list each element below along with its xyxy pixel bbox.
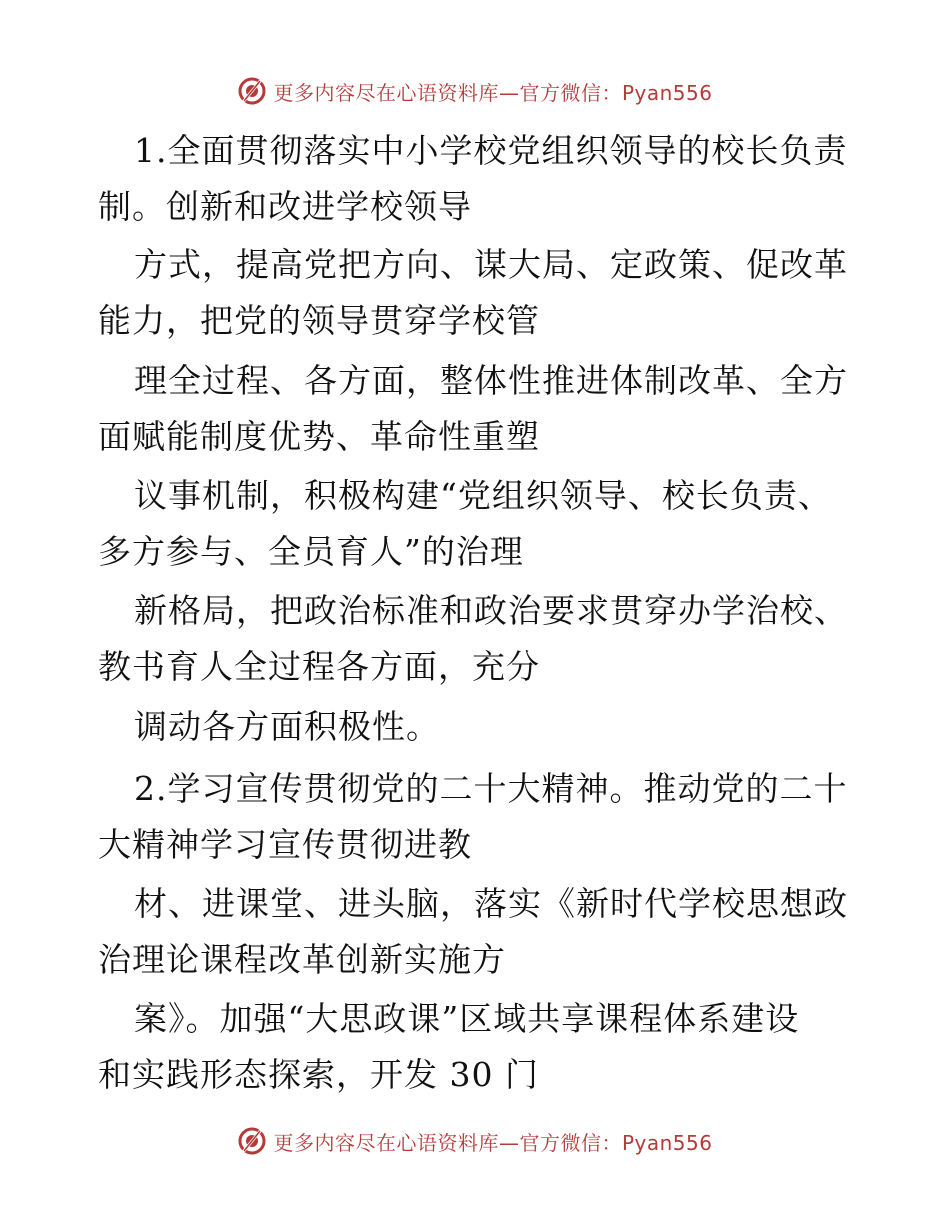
text-line: 能力，把党的领导贯穿学校管 (98, 301, 540, 340)
text-line: 新格局，把政治标准和政治要求贯穿办学治校、 (134, 591, 848, 630)
header-watermark (0, 74, 950, 108)
text-line: 面赋能制度优势、革命性重塑 (98, 417, 540, 456)
text-line: 治理论课程改革创新实施方 (98, 940, 506, 979)
text-line: 议事机制，积极构建“党组织领导、校长负责、 (134, 476, 832, 515)
footer-watermark (0, 1124, 950, 1158)
watermark-text: 更多内容尽在心语资料库—官方微信：Pyan556 (273, 80, 713, 105)
watermark-text: 更多内容尽在心语资料库—官方微信：Pyan556 (273, 1130, 713, 1155)
text-line: 和实践形态探索，开发 30 门 (98, 1055, 539, 1094)
text-line: 理全过程、各方面，整体性推进体制改革、全方 (134, 361, 848, 400)
text-line: 制。创新和改进学校领导 (98, 187, 472, 226)
text-line: 多方参与、全员育人”的治理 (98, 532, 524, 571)
text-line: 教书育人全过程各方面，充分 (98, 647, 540, 686)
text-line: 调动各方面积极性。 (134, 707, 440, 746)
text-line: 材、进课堂、进头脑，落实《新时代学校思想政 (134, 884, 848, 923)
text-line: 大精神学习宣传贯彻进教 (98, 825, 472, 864)
quill-logo-icon (237, 76, 267, 106)
text-line: 案》。加强“大思政课”区域共享课程体系建设 (134, 999, 800, 1038)
text-line: 方式，提高党把方向、谋大局、定政策、促改革 (134, 245, 848, 284)
quill-logo-icon (237, 1126, 267, 1156)
text-line: 2.学习宣传贯彻党的二十大精神。推动党的二十 (134, 769, 848, 808)
text-line: 1.全面贯彻落实中小学校党组织领导的校长负责 (134, 131, 848, 170)
